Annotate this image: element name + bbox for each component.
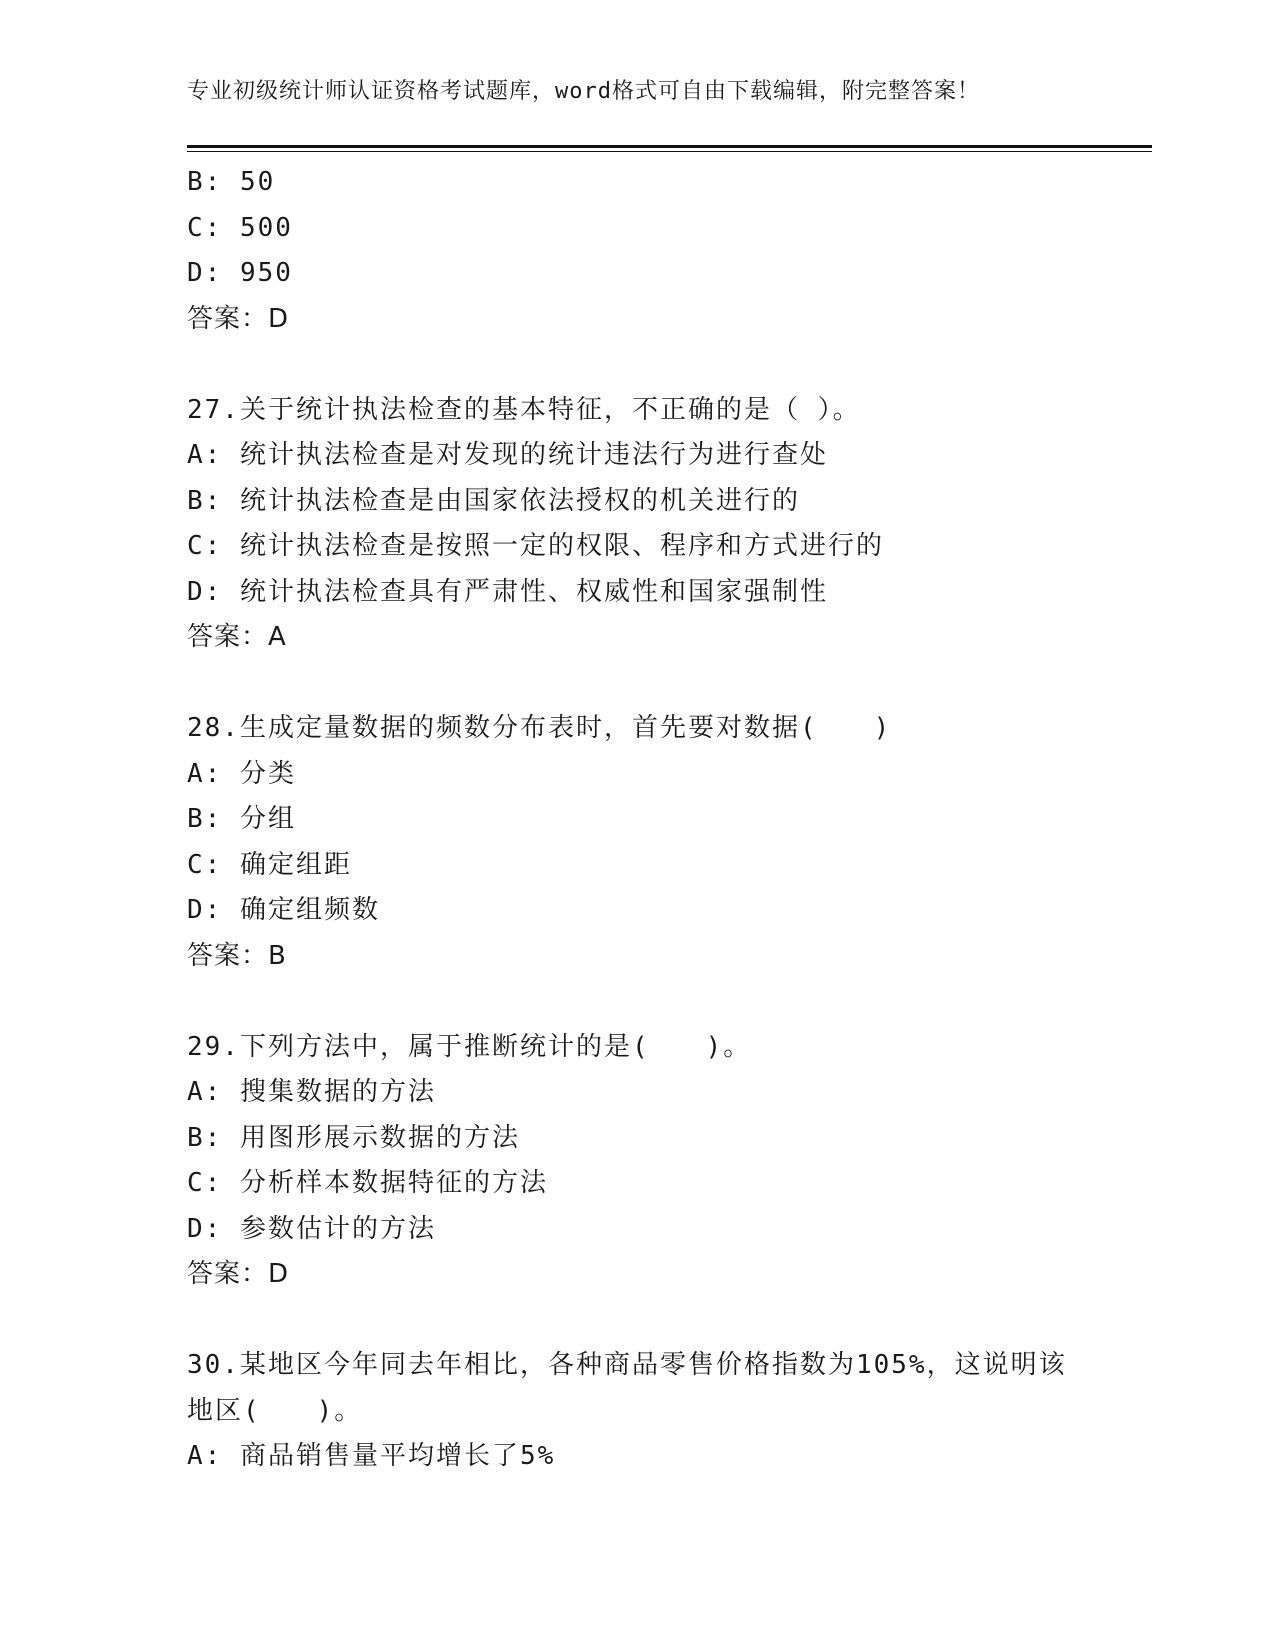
question-block-28 (187, 706, 1147, 979)
question-stem: 28.生成定量数据的频数分布表时，首先要对数据( ) (187, 713, 892, 743)
spacer (187, 342, 1147, 388)
question-block-27 (187, 388, 1147, 661)
answer-text: 答案：D (187, 1259, 290, 1289)
option-c: C: 500 (187, 212, 293, 243)
question-stem: 27.关于统计执法检查的基本特征，不正确的是（ ）。 (187, 394, 861, 425)
question-block-29 (187, 1025, 1147, 1298)
spacer (187, 979, 1147, 1025)
option-b: B: 用图形展示数据的方法 (187, 1122, 520, 1153)
option-c: C: 分析样本数据特征的方法 (187, 1168, 548, 1198)
option-a: A: 统计执法检查是对发现的统计违法行为进行查处 (187, 440, 828, 470)
answer-text: 答案：A (187, 622, 287, 652)
option-a: A: 商品销售量平均增长了5% (187, 1441, 556, 1471)
option-d: D: 参数估计的方法 (187, 1213, 436, 1244)
header-divider-thick (187, 145, 1152, 148)
question-stem-line-2: 地区( )。 (187, 1395, 363, 1426)
answer-text: 答案：D (187, 303, 290, 334)
question-block-30 (187, 1343, 1147, 1480)
question-list (187, 160, 1147, 1480)
question-stem: 29.下列方法中，属于推断统计的是( )。 (187, 1031, 752, 1062)
spacer (187, 661, 1147, 707)
option-b: B: 分组 (187, 804, 296, 834)
option-c: C: 确定组距 (187, 849, 352, 880)
option-a: A: 搜集数据的方法 (187, 1077, 436, 1107)
page-header-title: 专业初级统计师认证资格考试题库，word格式可自由下载编辑，附完整答案！ (187, 79, 980, 104)
spacer (187, 1298, 1147, 1344)
option-c: C: 统计执法检查是按照一定的权限、程序和方式进行的 (187, 531, 884, 561)
header-divider-thin (187, 151, 1152, 152)
question-stem-line-1: 30.某地区今年同去年相比，各种商品零售价格指数为105%，这说明该 (187, 1350, 1067, 1380)
option-d: D: 统计执法检查具有严肃性、权威性和国家强制性 (187, 576, 828, 607)
option-d: D: 确定组频数 (187, 895, 380, 925)
question-block-26 (187, 160, 1147, 342)
option-d: D: 950 (187, 258, 293, 288)
answer-text: 答案：B (187, 940, 287, 971)
option-a: A: 分类 (187, 758, 296, 789)
option-b: B: 50 (187, 167, 276, 197)
option-b: B: 统计执法检查是由国家依法授权的机关进行的 (187, 485, 800, 516)
